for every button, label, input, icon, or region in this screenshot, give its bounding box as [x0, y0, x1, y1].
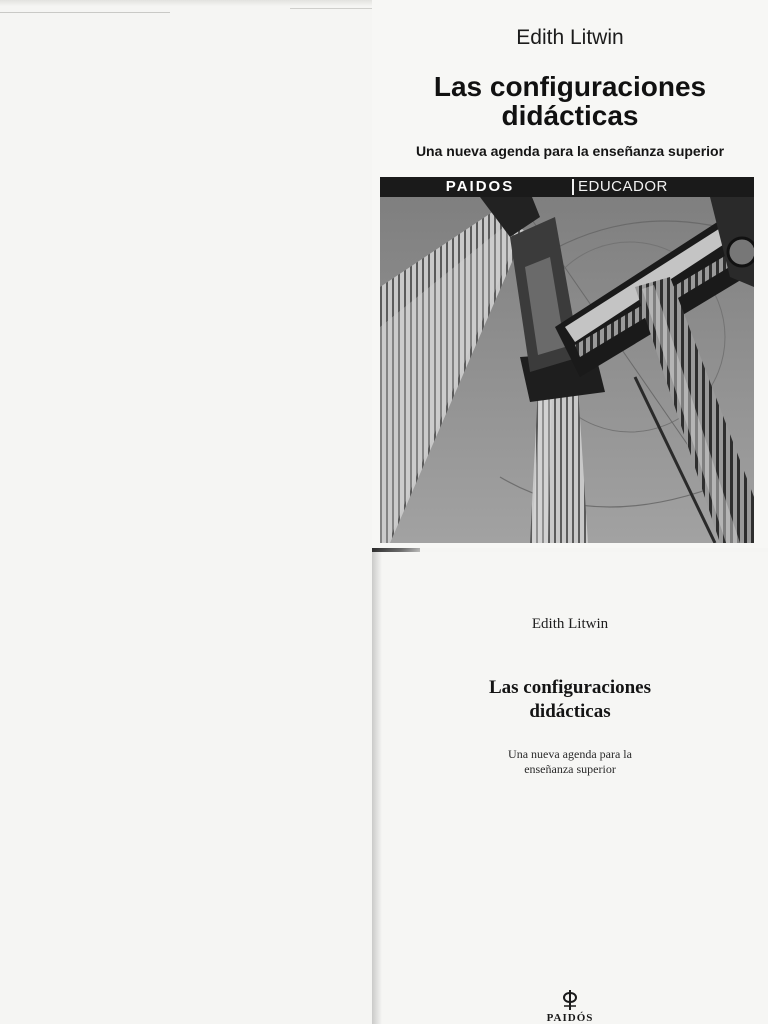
gutter-shadow	[372, 552, 382, 1024]
title-page-subtitle-line-1: Una nueva agenda para la	[508, 747, 632, 761]
book-cover	[372, 0, 768, 548]
scan-artifact	[0, 12, 170, 13]
classical-columns-photo	[380, 177, 754, 543]
title-page-title-line-2: didácticas	[529, 701, 611, 722]
series-band	[380, 177, 754, 197]
series-divider	[572, 179, 574, 195]
title-page	[372, 552, 768, 1024]
title-page-subtitle	[372, 747, 768, 777]
paidos-logo-icon	[558, 989, 582, 1011]
cover-subtitle: Una nueva agenda para la enseñanza superior	[415, 143, 725, 159]
columns-illustration	[380, 177, 754, 543]
cover-author: Edith Litwin	[516, 26, 624, 49]
cover-title	[372, 72, 768, 130]
title-page-author: Edith Litwin	[531, 616, 609, 632]
cover-title-line-2: didácticas	[501, 100, 639, 131]
publisher-brand: PAIDOS	[445, 178, 515, 195]
title-page-publisher: PAIDÓS	[546, 1012, 594, 1024]
title-page-title-line-1: Las configuraciones	[488, 677, 652, 698]
title-page-title	[372, 676, 768, 724]
series-name: EDUCADOR	[578, 178, 668, 195]
title-page-subtitle-line-2: enseñanza superior	[524, 762, 616, 776]
cover-title-line-1: Las configuraciones	[433, 71, 707, 102]
